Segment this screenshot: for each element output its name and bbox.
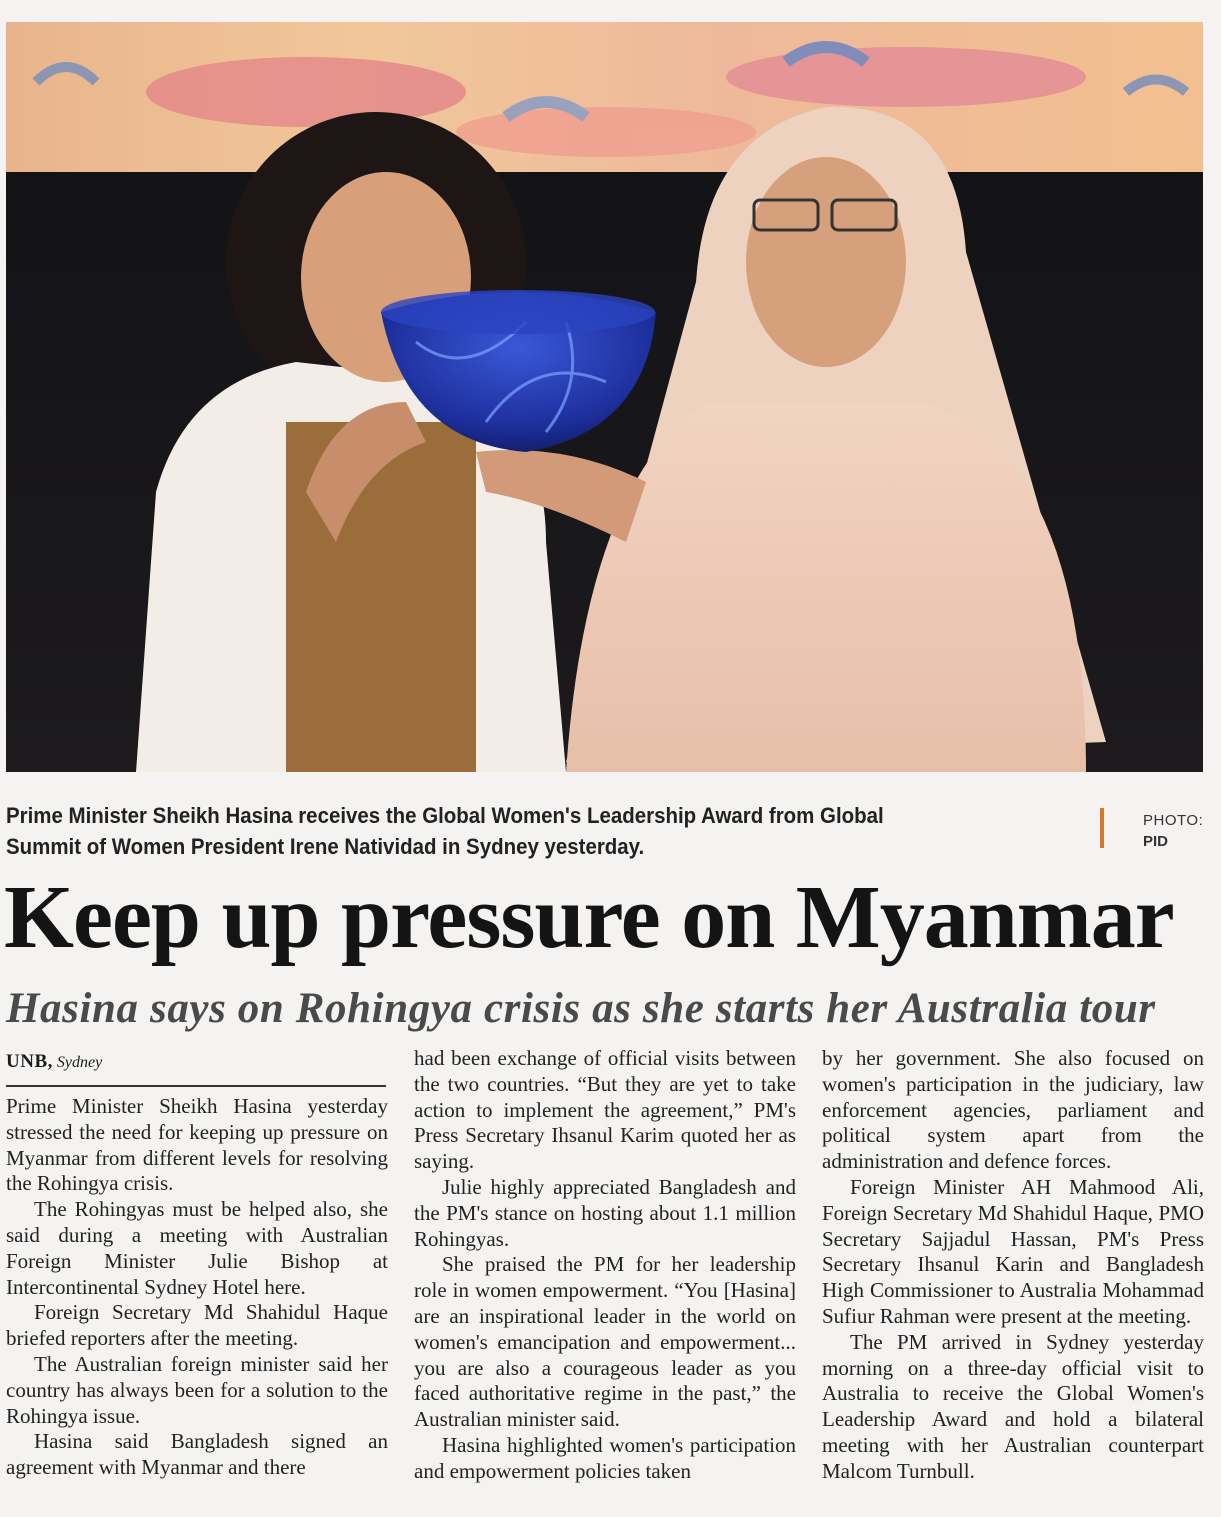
credit-divider (1100, 808, 1104, 848)
paragraph: Julie highly appreciated Bangladesh and the PM's stance on hosting about 1.1 million Rohingyas. (414, 1174, 796, 1251)
paragraph: The Australian foreign minister said her country has always been for a solution to the Rohingya issue. (6, 1351, 388, 1428)
article-column-3 (822, 1046, 1204, 1485)
news-photo (6, 22, 1203, 772)
byline-place: Sydney (56, 1054, 103, 1071)
caption-line-1: Prime Minister Sheikh Hasina receives the Global Women's Leadership Award from Global (6, 803, 884, 828)
paragraph: Foreign Secretary Md Shahidul Haque briefed reporters after the meeting. (6, 1300, 388, 1351)
subheadline: Hasina says on Rohingya crisis as she starts her Australia tour (6, 985, 1156, 1032)
paragraph: by her government. She also focused on women's participation in the judiciary, law enforcement agencies, parliament and political system apart from the administration and defence forces. (822, 1046, 1204, 1174)
caption-line-2: Summit of Women President Irene Natividad in Sydney yesterday. (6, 834, 645, 859)
article-column-1 (6, 1094, 388, 1481)
photo-caption (6, 800, 945, 862)
paragraph: Hasina said Bangladesh signed an agreement with Myanmar and there (6, 1429, 388, 1480)
paragraph: The Rohingyas must be helped also, she said during a meeting with Australian Foreign Minister Julie Bishop at Intercontinental Sydney Hotel here. (6, 1197, 388, 1299)
article-column-2 (414, 1046, 796, 1485)
byline (6, 1050, 386, 1087)
paragraph: The PM arrived in Sydney yesterday morning on a three-day official visit to Australia to receive the Global Women's Leadership Award and hold a bilateral meeting with her Australian counterpart Malcom Turnbull. (822, 1329, 1204, 1483)
photo-illustration (6, 22, 1203, 772)
byline-agency: UNB, (6, 1051, 53, 1072)
photo-credit (1143, 810, 1203, 852)
paragraph: had been exchange of official visits between the two countries. “But they are yet to take action to implement the agreement,” PM's Press Secretary Ihsanul Karim quoted her as saying. (414, 1046, 796, 1174)
credit-source: PID (1143, 833, 1169, 850)
paragraph: Foreign Minister AH Mahmood Ali, Foreign Secretary Md Shahidul Haque, PMO Secretary Sajjadul Hassan, PM's Press Secretary Ihsanul Karin and Bangladesh High Commissioner to Australia Mohammad Sufiur Rahman were present at the meeting. (822, 1174, 1204, 1328)
paragraph: She praised the PM for her leadership role in women empowerment. “You [Hasina] are an inspirational leader in the world on women's emancipation and empowerment... you are also a courageous leader as you faced authoritative regime in the past,” the Australian minister said. (414, 1252, 796, 1432)
paragraph: Prime Minister Sheikh Hasina yesterday stressed the need for keeping up pressure on Myanmar from different levels for resolving the Rohingya crisis. (6, 1094, 388, 1196)
credit-label: PHOTO: (1143, 812, 1204, 829)
paragraph: Hasina highlighted women's participation and empowerment policies taken (414, 1432, 796, 1483)
headline: Keep up pressure on Myanmar (4, 868, 1174, 967)
